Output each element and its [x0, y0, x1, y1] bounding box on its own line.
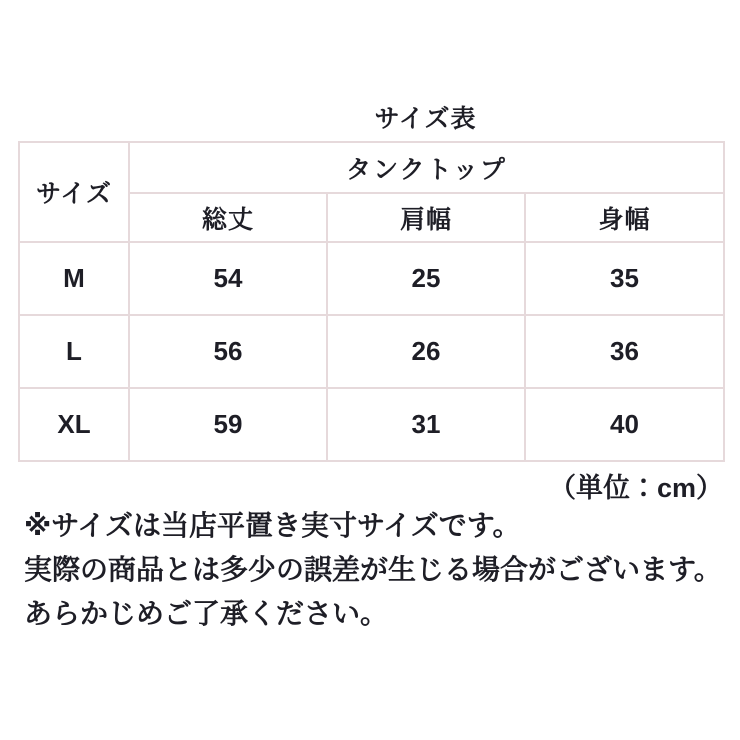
- measure-header-shoulder-width: 肩幅: [327, 193, 525, 242]
- value-l-body-width: 36: [525, 315, 724, 388]
- note-line-3: あらかじめご了承ください。: [24, 598, 389, 629]
- note-line-1: ※サイズは当店平置き実寸サイズです。: [24, 510, 521, 541]
- table-row: [19, 388, 724, 461]
- disclaimer-notes: [24, 504, 736, 636]
- unit-note: （単位：cm）: [548, 473, 723, 503]
- value-m-total-length: 54: [129, 242, 327, 315]
- table-row: [19, 315, 724, 388]
- size-chart-table: [18, 141, 725, 462]
- value-l-shoulder-width: 26: [327, 315, 525, 388]
- value-l-total-length: 56: [129, 315, 327, 388]
- measure-header-body-width: 身幅: [525, 193, 724, 242]
- product-group-header: タンクトップ: [129, 142, 724, 193]
- page-title: サイズ表: [374, 105, 477, 133]
- measure-header-total-length: 総丈: [129, 193, 327, 242]
- table-row: [19, 242, 724, 315]
- value-m-shoulder-width: 25: [327, 242, 525, 315]
- value-xl-body-width: 40: [525, 388, 724, 461]
- note-line-2: 実際の商品とは多少の誤差が生じる場合がございます。: [24, 554, 722, 585]
- value-xl-total-length: 59: [129, 388, 327, 461]
- table-header-group-row: [19, 142, 724, 193]
- size-label-l: L: [19, 315, 129, 388]
- value-xl-shoulder-width: 31: [327, 388, 525, 461]
- size-label-m: M: [19, 242, 129, 315]
- size-column-header: サイズ: [19, 142, 129, 242]
- size-label-xl: XL: [19, 388, 129, 461]
- value-m-body-width: 35: [525, 242, 724, 315]
